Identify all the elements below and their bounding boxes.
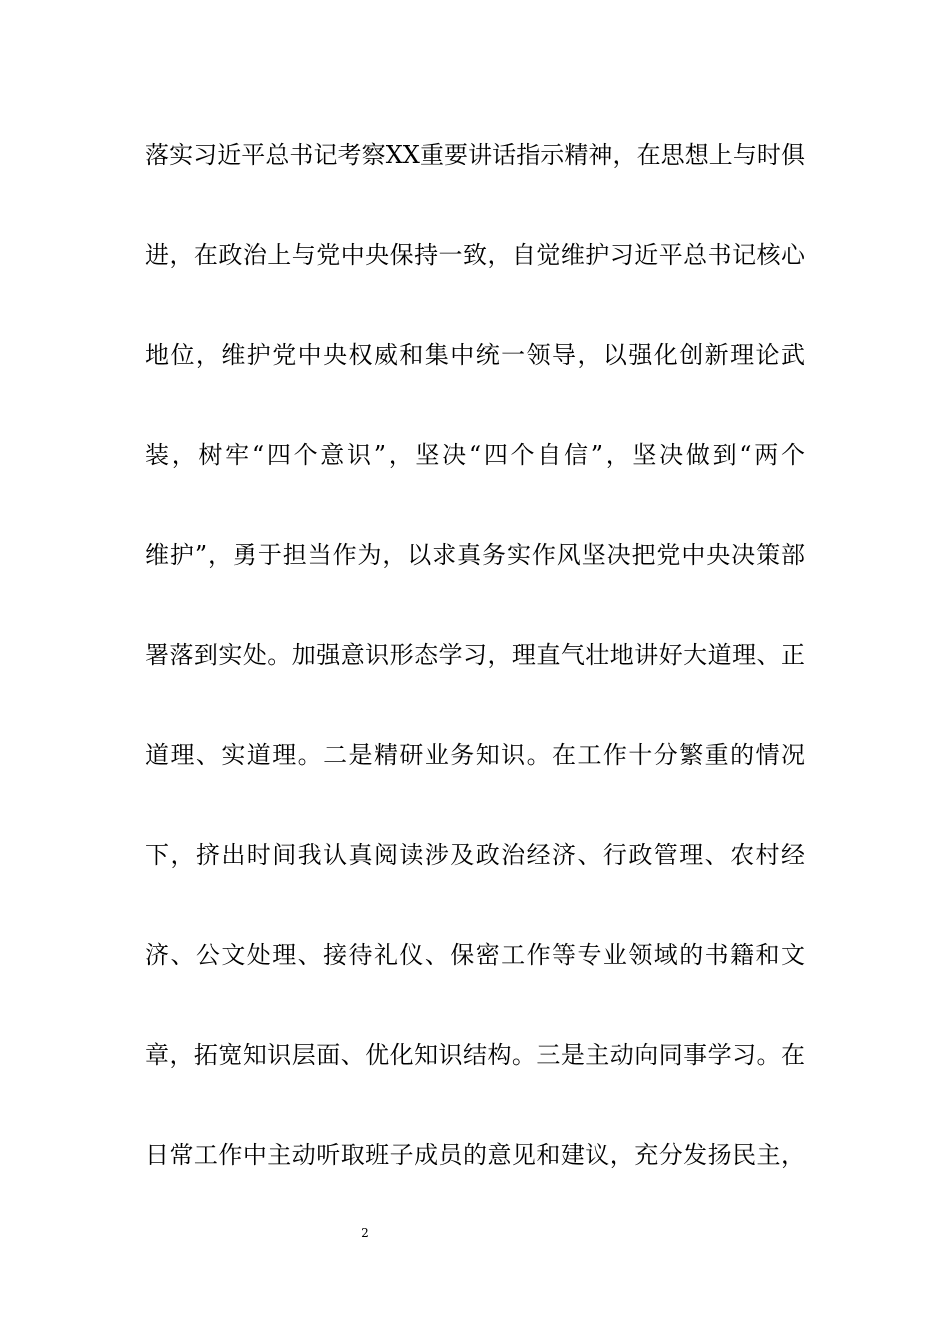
text-line: 维护”，勇于担当作为，以求真务实作风坚决把党中央决策部: [145, 541, 805, 569]
text-line: 日常工作中主动听取班子成员的意见和建议，充分发扬民主，: [145, 1141, 805, 1169]
text-line: 进，在政治上与党中央保持一致，自觉维护习近平总书记核心: [145, 241, 805, 269]
text-line: 济、公文处理、接待礼仪、保密工作等专业领域的书籍和文: [145, 941, 805, 969]
text-line: 地位，维护党中央权威和集中统一领导，以强化创新理论武: [145, 341, 805, 369]
text-line: 装，树牢“四个意识”，坚决“四个自信”，坚决做到“两个: [145, 441, 805, 469]
text-line: 下，挤出时间我认真阅读涉及政治经济、行政管理、农村经: [145, 841, 805, 869]
body-text: [145, 125, 805, 1225]
page-number: 2: [361, 1226, 369, 1240]
text-line: 落实习近平总书记考察XX重要讲话指示精神，在思想上与时俱: [145, 141, 805, 169]
text-line: 章，拓宽知识层面、优化知识结构。三是主动向同事学习。在: [145, 1041, 805, 1069]
text-line: 署落到实处。加强意识形态学习，理直气壮地讲好大道理、正: [145, 641, 805, 669]
text-line: 道理、实道理。二是精研业务知识。在工作十分繁重的情况: [145, 741, 805, 769]
